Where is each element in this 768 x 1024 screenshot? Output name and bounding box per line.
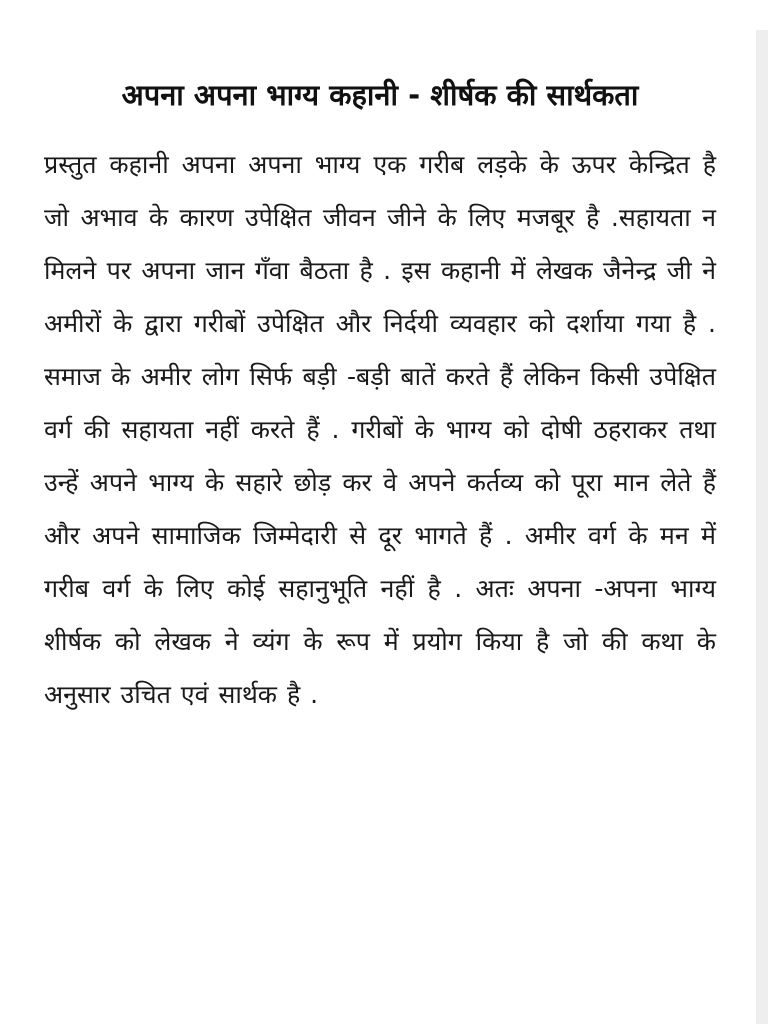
- article-body: प्रस्तुत कहानी अपना अपना भाग्य एक गरीब लड़के के ऊपर केन्द्रित है जो अभाव के कारण उपेक्षित जीवन जीने के लिए मजबूर है .सहायता न मिलने पर अपना जान गँवा बैठता है . इस कहानी में लेखक जैनेन्द्र जी ने अमीरों के द्वारा गरीबों उपेक्षित और निर्दयी व्यवहार को दर्शाया गया है . समाज के अमीर लोग सिर्फ बड़ी -बड़ी बातें करते हैं लेकिन किसी उपेक्षित वर्ग की सहायता नहीं करते हैं . गरीबों के भाग्य को दोषी ठहराकर तथा उन्हें अपने भाग्य के सहारे छोड़ कर वे अपने कर्तव्य को पूरा मान लेते हैं और अपने सामाजिक जिम्मेदारी से दूर भागते हैं . अमीर वर्ग के मन में गरीब वर्ग के लिए कोई सहानुभूति नहीं है . अतः अपना -अपना भाग्य शीर्षक को लेखक ने व्यंग के रूप में प्रयोग किया है जो की कथा के अनुसार उचित एवं सार्थक है .: [44, 150, 716, 709]
- article-title: अपना अपना भाग्य कहानी - शीर्षक की सार्थकता: [121, 78, 639, 112]
- article: [44, 70, 716, 721]
- scrollbar-track[interactable]: [756, 30, 768, 1024]
